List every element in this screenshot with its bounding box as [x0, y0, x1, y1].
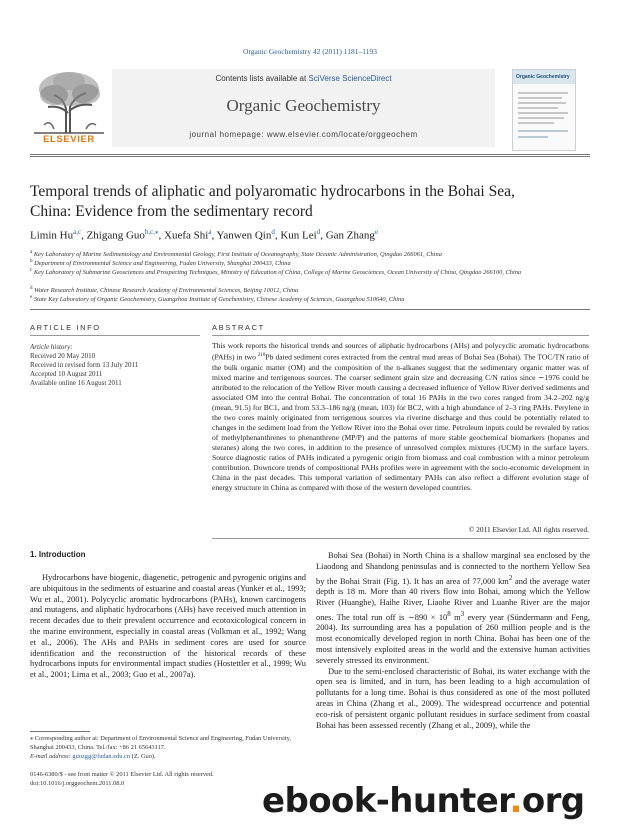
affiliation: $^e$ State Key Laboratory of Organic Geochemistry, Guangzhou Institute of Geochemistry, Chinese Academy of Sciences, Guangzhou 510640, China [30, 295, 405, 304]
abstract-label: ABSTRACT [212, 323, 265, 332]
paper-title [30, 182, 590, 222]
abstract-body: This work reports the historical trends and sources of aliphatic hydrocarbons (AHs) and polycyclic aromatic hydrocarbons (PAHs) in two $^{210}$Pb dated sediment cores extracted from the central mud areas of Bohai Sea (Bohai). The TOC/TN ratio of the bulk organic matter (OM) and the composition of the n-alkanes suggest that the sedimentary organic matter was of mixed marine and terrigenous sources. The coarser sediment grain size and decreasing C/N ratios since ∼1976 could be attributed to the relocation of the Yellow River mouth causing a decreased influence of Yellow River derived sediments and associated OM into the central Bohai. The concentration of total 16 PAHs in the two cores ranged from 34.2–202 ng/g (mean, 91.5) for BC1, and from 53.3–186 ng/g (mean, 103) for BC2, with a high abundance of 2–3 ring PAHs. Perylene in the two cores mainly originated from terrigenous sources via riverine discharge and thus could be potentially related to changes in the sediment load from the Yellow River into the Bohai over time. Petroleum inputs could be revealed by ratios of methylphenanthrenes to phenanthrene (MP/P) and the patterns of more stable geochemical biomarkers (hopanes and steranes) along the two cores, in addition to the presence of unresolved complex mixtures (UCM) in the surface layers. Source diagnostic ratios of PAHs indicated a pyrogenic origin from biomass and coal combustion with a minor petroleum contribution. Downcore trends of compositional PAHs profiles were in agreement with the socio-economic development in China in the past decades. This temporal variation of sedimentary PAHs can also reflect a different evolution stage of energy structure in China as compared with those of the western developed countries. [212, 341, 590, 493]
intro-paragraph: Hydrocarbons have biogenic, diagenetic, petrogenic and pyrogenic origins and are ubiquitous in the sediments of estuarine and coastal areas (Yunker et al., 1993; Wu et al., 2001). Polycyclic aromatic hydrocarbons (PAHs), known carcinogens and mutagens, and aliphatic hydrocarbons (AHs) have received much attention in recent decades due to their prevalent occurrence and ecotoxicological concern in the marine environment, especially in coastal areas (Volkman et al., 1992; Wang et al., 2006). The AHs and PAHs in sediment cores are used for source identification and the reconstruction of the historical records of these hydrocarbons inputs for environmental impact studies (Hostettler et al., 1999; Wu et al., 2001; Lima et al., 2003; Guo et al., 2007a). [30, 573, 306, 680]
issn-line: 0146-6380/$ - see front matter © 2011 Elsevier Ltd. All rights reserved. [30, 771, 214, 778]
abstract-bottom-rule [212, 538, 589, 539]
corresponding-author-footnote: ⁎ Corresponding author at: Department of Environmental Science and Engineering, Fudan University, Shanghai 200433, China. Tel./fax: +86 21 65643117. [30, 735, 292, 751]
author-affiliation-marker[interactable]: d [316, 228, 321, 236]
history-title: Article history: [30, 343, 73, 351]
author[interactable]: Kun Lei [280, 229, 317, 242]
author-affiliation-marker[interactable]: e [374, 228, 378, 236]
footnote-rule [30, 731, 90, 732]
history-item: Received in revised form 13 July 2011 [30, 361, 139, 369]
header-rule-1 [30, 154, 590, 155]
sciencedirect-link[interactable]: SciVerse ScienceDirect [308, 74, 392, 83]
affiliation: $^a$ Key Laboratory of Marine Sedimentology and Environmental Geology, First Institute of Oceanography, State Oceanic Administration, Qingdao 266061, China [30, 250, 442, 259]
article-info-label: ARTICLE INFO [30, 323, 101, 332]
paper-title-line-1: Temporal trends of aliphatic and polyaromatic hydrocarbons in the Bohai Sea, [30, 183, 515, 200]
affiliation: $^d$ Water Research Institute, Chinese Research Academy of Environmental Sciences, Beijing 10012, China [30, 286, 299, 295]
journal-cover-thumbnail [512, 69, 576, 151]
author[interactable]: Gan Zhang [325, 229, 375, 242]
author-affiliation-marker[interactable]: a [208, 228, 212, 236]
history-item: Accepted 10 August 2011 [30, 370, 103, 378]
author-list: Limin Hu$^{a,c}$, Zhigang Guo$^{b,c,⁎}$, Xuefa Shi$^a$, Yanwen Qin$^d$, Kun Lei$^d$, Gan Zhang$^e$ [30, 228, 378, 242]
contents-line [112, 74, 495, 83]
author-affiliation-marker[interactable]: b,c,⁎ [144, 228, 159, 236]
author[interactable]: Yanwen Qin [216, 229, 272, 242]
elsevier-wordmark: ELSEVIER [43, 134, 95, 145]
affiliation-rule [30, 309, 590, 310]
left-column [30, 573, 306, 681]
ebook-hunter-watermark: ebook-hunter.org [262, 781, 585, 821]
cover-title: Organic Geochemistry [516, 74, 570, 80]
right-column [316, 551, 590, 731]
intro-paragraph: Bohai Sea (Bohai) in North China is a shallow marginal sea enclosed by the Liaodong and Shandong peninsulas and is connected to the northern Yellow Sea by the Bohai Strait (Fig. 1). It has an area of 77,000 $km^2$ and the average water depth is 18 m. More than 40 rivers flow into Bohai, among which the Yellow River (Huanghe), Haihe River, Liaohe River and Luanhe River are the major ones. The total run off is ∼890 × $10^8$ $m^3$ every year (Sündermann and Feng, 2004). Its surrounding area has a population of 260 million people and is the most economically developed region in north China. Bohai has been one of the most intensively exploited areas in the world and the extensive human activities severely stressed its environment. [316, 551, 591, 665]
author[interactable]: Xuefa Shi [164, 229, 209, 242]
abstract-copyright: © 2011 Elsevier Ltd. All rights reserved. [468, 525, 589, 534]
history-item: Available online 16 August 2011 [30, 379, 122, 387]
email-footnote: E-mail address: guozgg@fudan.edu.cn (Z. Guo). [30, 753, 156, 760]
header-rule-2 [30, 156, 590, 157]
journal-title: Organic Geochemistry [226, 96, 381, 115]
introduction-heading: 1. Introduction [30, 550, 86, 559]
doi-link[interactable]: doi:10.1016/j.orggeochem.2011.08.0 [30, 780, 125, 787]
author-affiliation-marker[interactable]: a,c [73, 228, 82, 236]
affiliation: $^b$ Department of Environmental Science and Engineering, Fudan University, Shanghai 200433, China [30, 259, 291, 268]
article-info-rule [30, 335, 200, 336]
author[interactable]: Limin Hu [30, 229, 74, 242]
author[interactable]: Zhigang Guo [86, 229, 145, 242]
affiliation: $^c$ Key Laboratory of Submarine Geosciences and Prospecting Techniques, Ministry of Education of China, College of Marine Geosciences, Ocean University of China, Qingdao 266100, China [30, 268, 522, 277]
journal-reference[interactable]: Organic Geochemistry 42 (2011) 1181–1193 [242, 47, 377, 56]
abstract-rule [212, 335, 589, 336]
intro-paragraph: Due to the semi-enclosed characteristic of Bohai, its water exchange with the open sea is limited, and in turn, has been leading to a high accumulation of pollutants for a long time. Bohai is thus considered as one of the most polluted areas in China (Zhang et al., 2009). The widespread occurrence and potential eco-risk of persistent organic pollutant residues in surface sediment from coastal Bohai has been assessed recently (Zhang et al., 2009), while the [316, 666, 590, 730]
contents-prefix: Contents lists available at [215, 74, 309, 83]
paper-title-line-2: China: Evidence from the sedimentary record [30, 203, 313, 220]
history-item: Received 20 May 2010 [30, 352, 96, 360]
email-link[interactable]: guozgg@fudan.edu.cn [72, 753, 131, 760]
author-affiliation-marker[interactable]: d [271, 228, 275, 236]
journal-homepage[interactable]: journal homepage: www.elsevier.com/locate/orggeochem [189, 130, 418, 139]
